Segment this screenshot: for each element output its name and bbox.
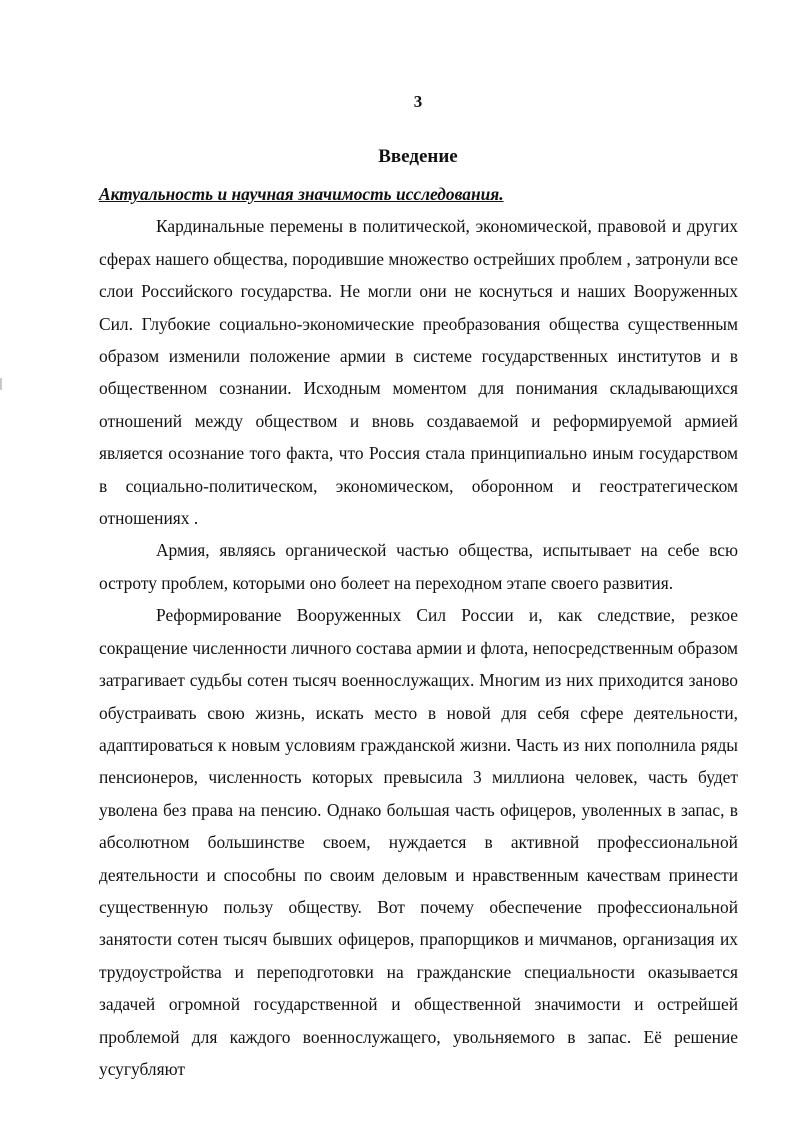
paragraph: Армия, являясь органической частью общества, испытывает на себе всю остроту проблем, которыми оно болеет на переходном этапе своего развития. [99, 540, 738, 593]
section-title: Введение [378, 146, 458, 167]
paragraph: Реформирование Вооруженных Сил России и, как следствие, резкое сокращение численности личного состава армии и флота, непосредственным образом затрагивает судьбы сотен тысяч военнослужащих. Многим из них приходится заново обустраивать свою жизнь, искать место в новой для себя сфере деятельности, адаптироваться к новым условиям гражданской жизни. Часть из них пополнила ряды пенсионеров, численность которых превысила 3 миллиона человек, часть будет уволена без права на пенсию. Однако большая часть офицеров, уволенных в запас, в абсолютном большинстве своем, нуждается в активной профессиональной деятельности и способны по своим деловым и нравственным качествам принести существенную пользу обществу. Вот почему обеспечение профессиональной занятости сотен тысяч бывших офицеров, прапорщиков и мичманов, организация их трудоустройства и переподготовки на гражданские специальности оказывается задачей огромной государственной и общественной значимости и острейшей проблемой для каждого военнослужащего, увольняемого в запас. Её решение усугубляют [99, 605, 738, 1079]
paragraph: Кардинальные перемены в политической, экономической, правовой и других сферах нашего общества, породившие множество острейших проблем , затронули все слои Российского государства. Не могли они не коснуться и наших Вооруженных Сил. Глубокие социально-экономические преобразования общества существенным образом изменили положение армии в системе государственных институтов и в общественном сознании. Исходным моментом для понимания складывающихся отношений между обществом и вновь создаваемой и реформируемой армией является осознание того факта, что Россия стала принципиально иным государством в социально-политическом, экономическом, оборонном и геостратегическом отношениях . [99, 216, 738, 529]
scan-edge-mark [0, 378, 2, 390]
page-number: 3 [413, 92, 423, 111]
subtitle: Актуальность и научная значимость исследования. [99, 184, 504, 204]
document-body [99, 178, 738, 1085]
